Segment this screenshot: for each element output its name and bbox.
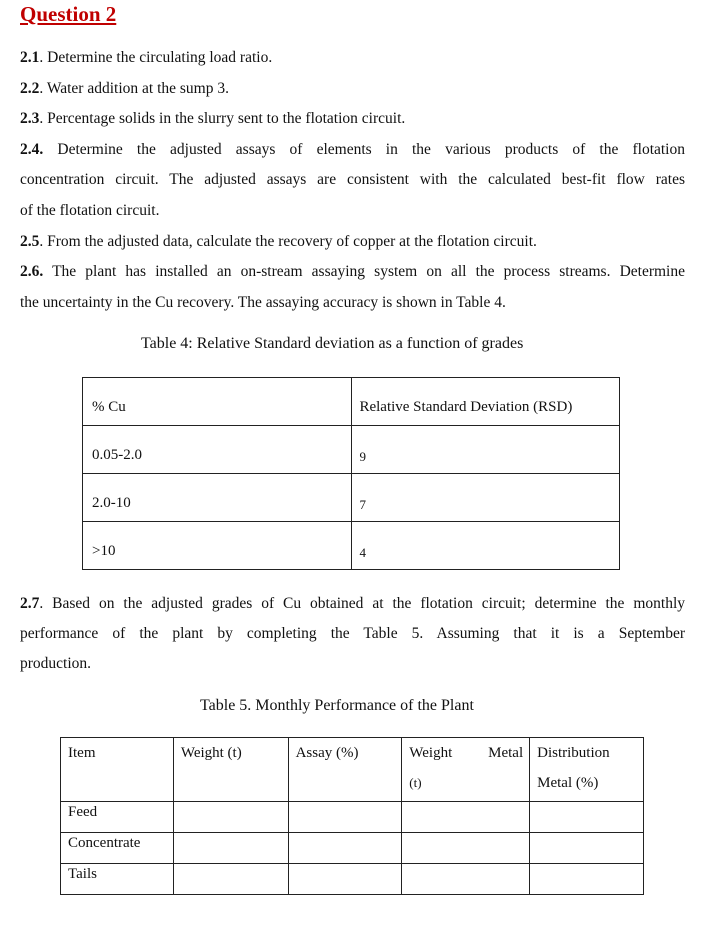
table5-empty-cell[interactable]: [530, 864, 644, 895]
table5-header-weight-metal: Weight Metal: [409, 745, 524, 761]
table5-row-label: Tails: [61, 864, 174, 895]
table5-empty-cell[interactable]: [402, 833, 530, 864]
table-row: [83, 522, 620, 570]
item-2-7-line3: production.: [20, 655, 92, 672]
item-2-3: 2.3. Percentage solids in the slurry sent to the flotation circuit.: [20, 110, 406, 127]
table4-cell-grade: >10: [83, 522, 352, 570]
table-row: [83, 474, 620, 522]
table5-empty-cell[interactable]: [173, 802, 288, 833]
table4-header-rsd: Relative Standard Deviation (RSD): [352, 378, 620, 426]
table5-row-label: Concentrate: [61, 833, 174, 864]
table4-cell-rsd: 7: [352, 474, 620, 522]
table-row: [61, 833, 644, 864]
item-2-2: 2.2. Water addition at the sump 3.: [20, 80, 229, 97]
item-2-1: 2.1. Determine the circulating load ratio.: [20, 49, 273, 66]
table-row: [61, 802, 644, 833]
item-2-6-line2: the uncertainty in the Cu recovery. The assaying accuracy is shown in Table 4.: [20, 294, 506, 311]
table5-header-distribution: Distribution: [537, 745, 610, 761]
table5-empty-cell[interactable]: [530, 833, 644, 864]
table-row: [83, 378, 620, 426]
table4-header-cu: % Cu: [83, 378, 352, 426]
item-2-4-line3: of the flotation circuit.: [20, 202, 160, 219]
question-title: Question 2: [20, 2, 117, 26]
table5-header-distribution-metal: Metal (%): [537, 775, 599, 791]
table4-cell-rsd: 4: [352, 522, 620, 570]
table5-empty-cell[interactable]: [402, 864, 530, 895]
table5-header-weight-metal-unit: (t): [409, 775, 422, 790]
table-row: [61, 864, 644, 895]
item-2-7-line1: 2.7. Based on the adjusted grades of Cu obtained at the flotation circuit; determine the monthly: [20, 595, 685, 612]
table5-empty-cell[interactable]: [173, 833, 288, 864]
item-2-4-line2: concentration circuit. The adjusted assays are consistent with the calculated best-fit flow rates: [20, 171, 685, 188]
table5-empty-cell[interactable]: [530, 802, 644, 833]
table5-empty-cell[interactable]: [173, 864, 288, 895]
item-2-6-line1: 2.6. The plant has installed an on-stream assaying system on all the process streams. Determine: [20, 263, 685, 280]
table-row: [61, 738, 644, 802]
table4-cell-grade: 2.0-10: [83, 474, 352, 522]
item-2-7-line2: performance of the plant by completing the Table 5. Assuming that it is a September: [20, 625, 685, 642]
table5-empty-cell[interactable]: [288, 833, 402, 864]
table5-empty-cell[interactable]: [288, 864, 402, 895]
table5-header-weight: Weight (t): [180, 745, 242, 761]
table4-cell-rsd: 9: [352, 426, 620, 474]
table5-empty-cell[interactable]: [402, 802, 530, 833]
item-2-5: 2.5. From the adjusted data, calculate the recovery of copper at the flotation circuit.: [20, 233, 537, 250]
table4-cell-grade: 0.05-2.0: [83, 426, 352, 474]
table-row: [83, 426, 620, 474]
table-5: [60, 737, 644, 895]
table5-empty-cell[interactable]: [288, 802, 402, 833]
table5-header-item: Item: [68, 745, 96, 761]
table5-caption: Table 5. Monthly Performance of the Plant: [200, 697, 474, 714]
table5-header-assay: Assay (%): [295, 745, 359, 761]
item-2-4-line1: 2.4. Determine the adjusted assays of elements in the various products of the flotation: [20, 141, 685, 158]
table4-caption: Table 4: Relative Standard deviation as a function of grades: [141, 335, 524, 352]
table5-row-label: Feed: [61, 802, 174, 833]
table-4: [82, 377, 620, 570]
